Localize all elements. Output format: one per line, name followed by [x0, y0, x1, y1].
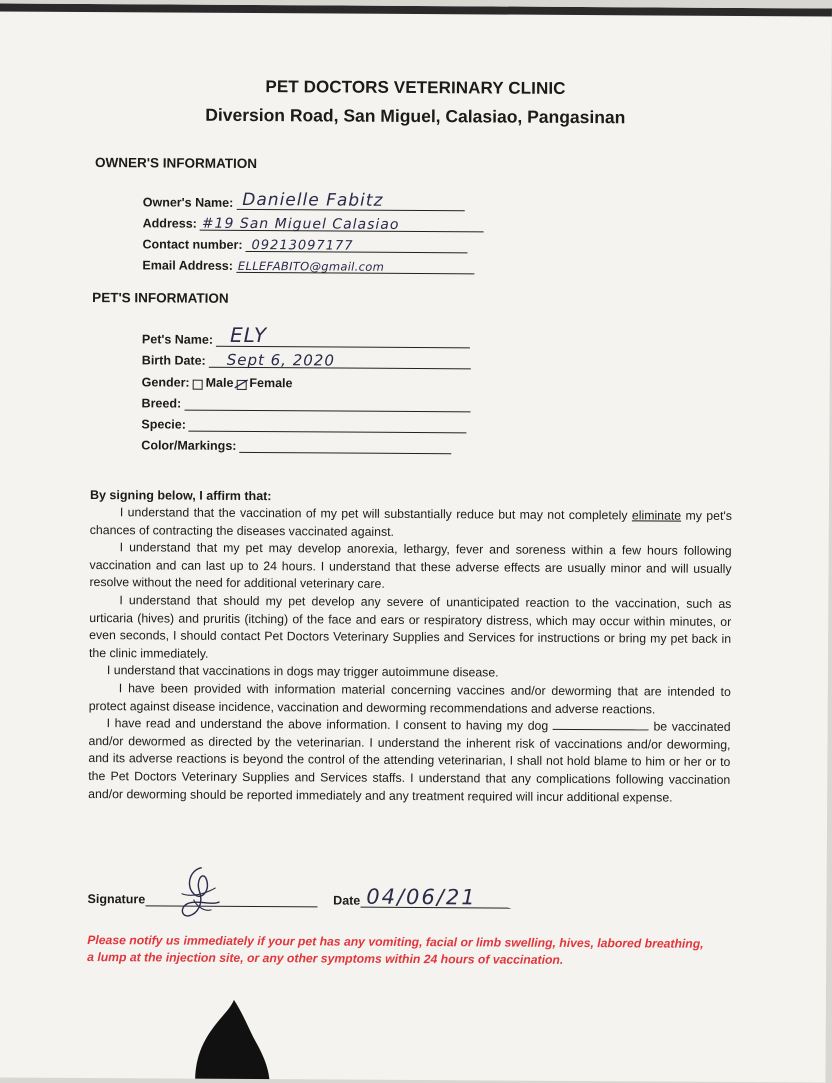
date-line[interactable]	[360, 884, 510, 910]
owner-contact-label: Contact number:	[142, 237, 243, 252]
owner-contact-line[interactable]	[245, 236, 467, 253]
signature-line[interactable]	[145, 889, 317, 907]
female-option-label: Female	[249, 375, 293, 391]
pet-birth-line[interactable]	[209, 352, 471, 370]
female-checkbox[interactable]	[236, 380, 246, 390]
pet-gender-field	[142, 371, 293, 390]
checkmark-icon	[233, 378, 249, 390]
pet-breed-field	[142, 392, 471, 412]
pet-breed-label: Breed:	[141, 396, 182, 411]
signature-row	[87, 884, 510, 910]
consent-paragraph-4: I understand that vaccinations in dogs may trigger autoimmune disease.	[106, 663, 499, 680]
consent-form-page	[0, 3, 832, 1082]
male-option-label: Male	[205, 375, 234, 390]
consent-paragraph-3: I understand that should my pet develop any severe of unanticipated reaction to the vaccination, such as urticaria (hives) and pruritis (itching) of the face and ears or respiratory distress, which may occur within minutes, or even seconds, I should contact Pet Doctors Veterinary Supplies and Services for instructions or bring my pet back in the clinic immediately.	[89, 593, 732, 661]
pet-section-title: PET'S INFORMATION	[92, 290, 229, 306]
consent-heading: By signing below, I affirm that:	[89, 488, 272, 504]
consent-p1-underlined: eliminate	[631, 508, 682, 523]
owner-address-field	[143, 212, 484, 232]
consent-paragraph-1	[90, 504, 732, 543]
signature-label: Signature	[87, 892, 146, 907]
pet-color-line[interactable]	[239, 437, 451, 454]
scan-edge	[0, 3, 832, 16]
consent-p1-text-a: I understand that the vaccination of my pet will substantially reduce but may not completely	[119, 505, 632, 523]
male-checkbox[interactable]	[193, 380, 203, 390]
consent-paragraph-6	[88, 715, 731, 807]
owner-name-line[interactable]	[236, 189, 464, 211]
owner-name-label: Owner's Name:	[142, 195, 234, 210]
pet-specie-label: Specie:	[141, 417, 186, 432]
handwritten-signature	[171, 864, 241, 920]
owner-email-value: ELLEFABITO@gmail.com	[237, 258, 385, 274]
pet-birth-label: Birth Date:	[141, 353, 206, 368]
pet-name-value: ELY	[229, 322, 268, 348]
owner-address-label: Address:	[142, 216, 197, 231]
owner-address-value: #19 San Miguel Calasiao	[201, 215, 400, 233]
notice-text: Please notify us immediately if your pet has any vomiting, facial or limb swelling, hives, labored breathing, a lump at the injection site, or any other symptoms within 24 hours of vaccination.	[87, 933, 704, 967]
dog-name-blank[interactable]	[553, 719, 649, 731]
date-label: Date	[333, 893, 361, 908]
pet-color-label: Color/Markings:	[141, 438, 237, 453]
pet-name-label: Pet's Name:	[141, 332, 214, 347]
consent-p6-text-a: I have read and understand the above information. I consent to having my dog	[106, 716, 553, 733]
torn-corner-hole	[189, 1000, 278, 1083]
consent-body	[88, 504, 732, 807]
pet-gender-label: Gender:	[141, 375, 190, 390]
pet-breed-line[interactable]	[184, 395, 470, 413]
consent-paragraph-5: I have been provided with information material concerning vaccines and/or deworming that are intended to protect against disease incidence, vaccination and deworming recommendations and adverse reactions.	[88, 681, 731, 717]
clinic-address: Diversion Road, San Miguel, Calasiao, Pangasinan	[205, 104, 626, 128]
owner-email-field	[142, 254, 474, 274]
pet-birth-value: Sept 6, 2020	[226, 350, 335, 370]
pet-specie-field	[141, 413, 467, 433]
consent-paragraph-2: I understand that my pet may develop anorexia, lethargy, fever and soreness within a few hours following vaccination and can last up to 24 hours. I understand that these adverse effects are usually minor and will usually resolve without the need for additional veterinary care.	[89, 540, 732, 592]
consent-p6-text-b: be vaccinated and/or dewormed as directed by the veterinarian. I understand the inherent risk of vaccinations and/or deworming, and its adverse reactions is beyond the control of the attending veterinarian, I shall not hold blame to him or her or to the Pet Doctors Veterinary Supplies and Services staffs. I understand that any complications following vaccination and/or deworming should be reported immediately and any treatment required will incur additional expense.	[88, 719, 731, 805]
pet-birth-field	[142, 349, 471, 369]
owner-email-line[interactable]	[236, 257, 474, 274]
owner-contact-value: 09213097177	[251, 237, 354, 254]
owner-email-label: Email Address:	[142, 258, 233, 273]
pet-name-field	[141, 322, 470, 348]
owner-name-value: Danielle Fabitz	[242, 189, 384, 211]
owner-address-line[interactable]	[200, 215, 484, 233]
pet-specie-line[interactable]	[189, 416, 467, 434]
owner-contact-field	[142, 233, 467, 253]
pet-name-line[interactable]	[216, 322, 470, 349]
owner-name-field	[143, 191, 465, 211]
owner-section-title: OWNER'S INFORMATION	[94, 155, 258, 172]
date-value: 04/06/21	[366, 884, 477, 910]
pet-color-field	[141, 434, 451, 454]
consent-p1-text-b: my pet's chances of contracting the diseases vaccinated against.	[89, 508, 732, 539]
clinic-name: PET DOCTORS VETERINARY CLINIC	[265, 77, 566, 98]
